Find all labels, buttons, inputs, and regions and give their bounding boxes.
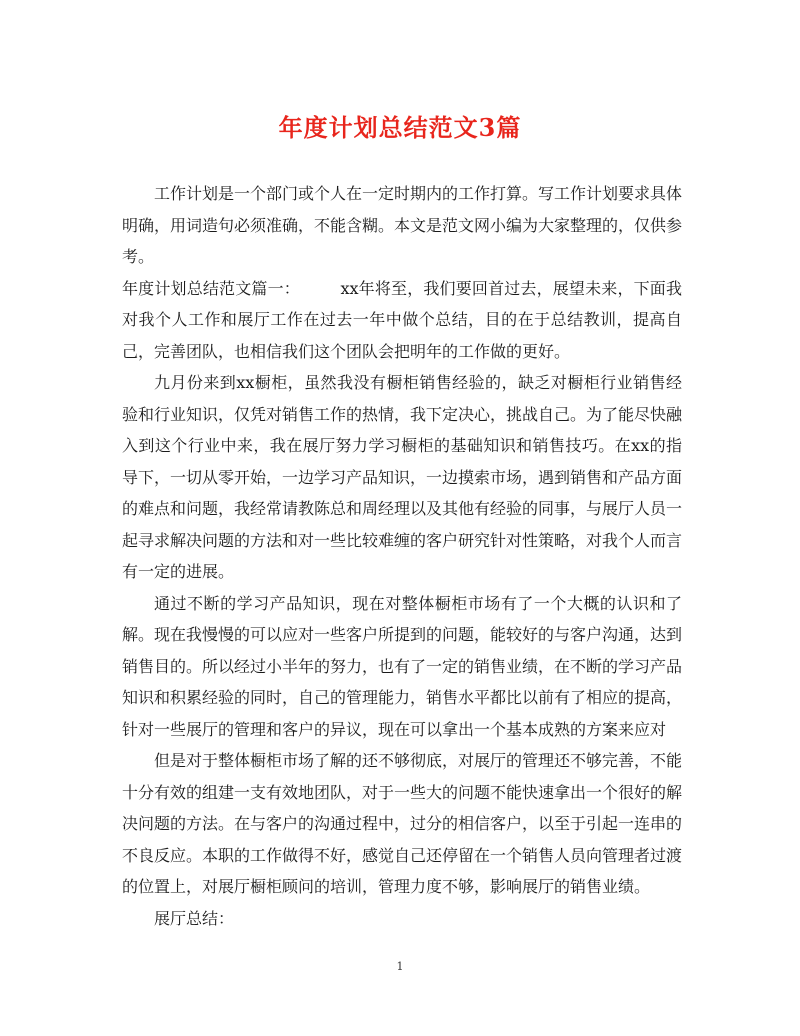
body-paragraph: 通过不断的学习产品知识，现在对整体橱柜市场有了一个大概的认识和了解。现在我慢慢的可以应对一些客户所提到的问题，能较好的与客户沟通，达到销售目的。所以经过小半年的努力，也有了一定的销售业绩，在不断的学习产品知识和积累经验的同时，自己的管理能力，销售水平都比以前有了相应的提高，针对一些展厅的管理和客户的异议，现在可以拿出一个基本成熟的方案来应对 <box>122 593 683 739</box>
body-paragraph: 九月份来到xx橱柜，虽然我没有橱柜销售经验的，缺乏对橱柜行业销售经验和行业知识，仅凭对销售工作的热情，我下定决心，挑战自己。为了能尽快融入到这个行业中来，我在展厅努力学习橱柜的基础知识和销售技巧。在xx的指导下，一切从零开始，一边学习产品知识，一边摸索市场，遇到销售和产品方面的难点和问题，我经常请教陈总和周经理以及其他有经验的同事，与展厅人员一起寻求解决问题的方法和对一些比较难缠的客户研究针对性策略，对我个人而言有一定的进展。 <box>122 373 683 581</box>
document-body <box>122 178 682 934</box>
page-number: 1 <box>396 960 404 973</box>
subheading-paragraph: 展厅总结： <box>154 908 235 928</box>
page-title: 年度计划总结范文3篇 <box>278 113 522 142</box>
body-paragraph: 但是对于整体橱柜市场了解的还不够彻底，对展厅的管理还不够完善，不能十分有效的组建一支有效地团队，对于一些大的问题不能快速拿出一个很好的解决问题的方法。在与客户的沟通过程中，过分的相信客户，以至于引起一连串的不良反应。本职的工作做得不好，感觉自己还停留在一个销售人员向管理者过渡的位置上，对展厅橱柜顾问的培训，管理力度不够，影响展厅的销售业绩。 <box>122 751 683 896</box>
section-one-paragraph: 年度计划总结范文篇一： xx年将至，我们要回首过去，展望未来，下面我对我个人工作和展厅工作在过去一年中做个总结，目的在于总结教训，提高自己，完善团队，也相信我们这个团队会把明年的工作做的更好。 <box>122 278 682 361</box>
intro-paragraph: 工作计划是一个部门或个人在一定时期内的工作打算。写工作计划要求具体明确，用词造句必须准确，不能含糊。本文是范文网小编为大家整理的，仅供参考。 <box>122 184 683 266</box>
